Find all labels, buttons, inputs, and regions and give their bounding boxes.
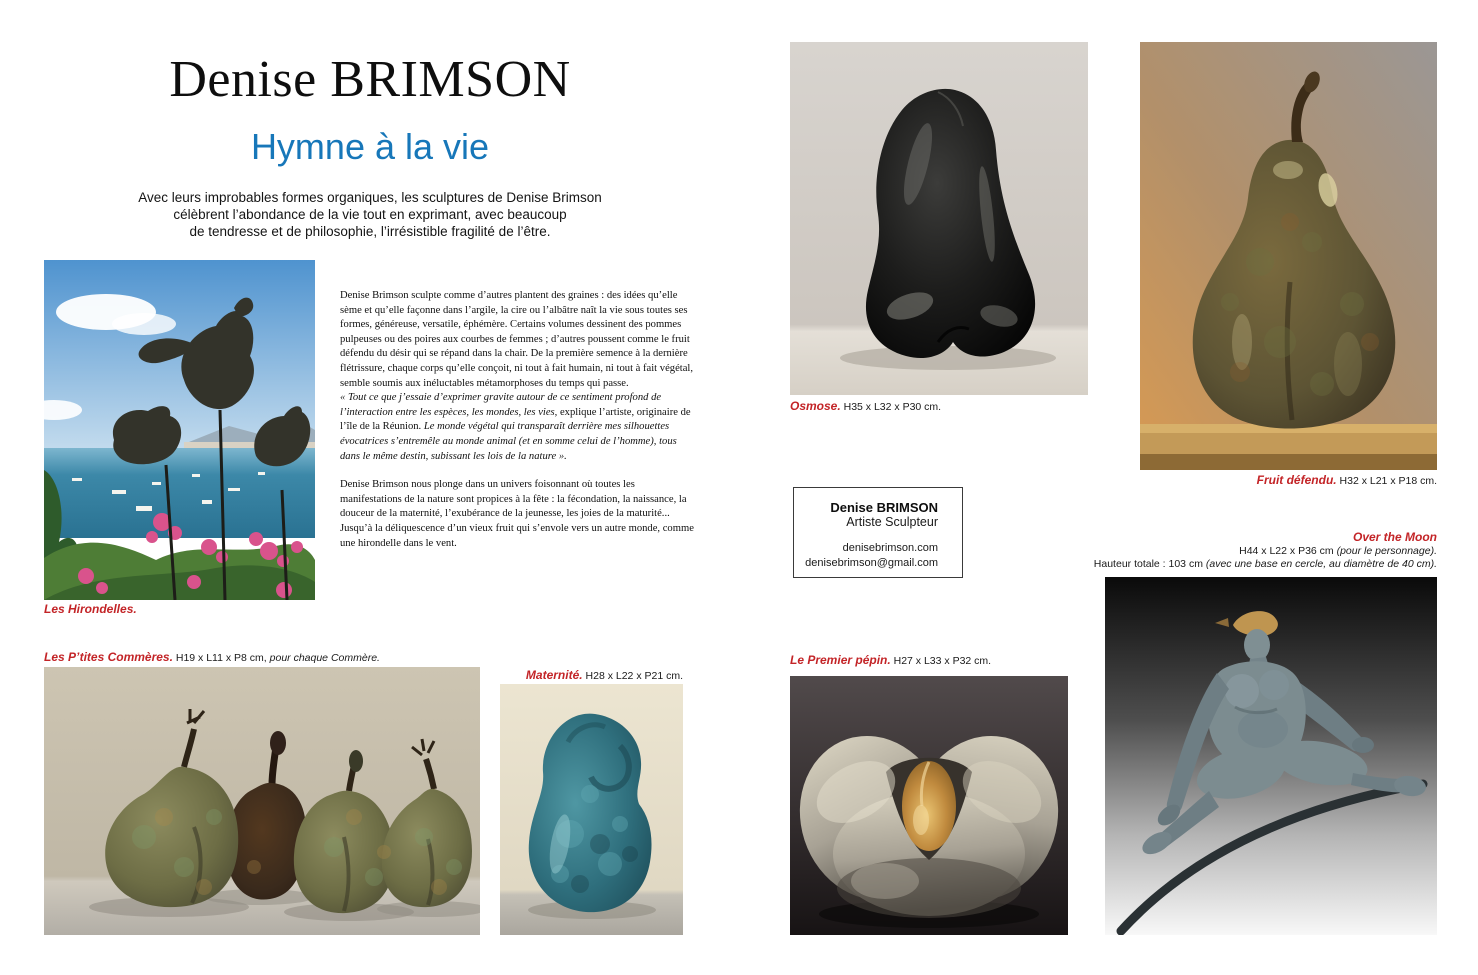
card-website: denisebrimson.com [842,542,938,554]
artwork-title: Les Hirondelles. [44,602,137,616]
caption-maternite [500,668,683,682]
caption-les-hirondelles [44,602,137,616]
card-email: denisebrimson@gmail.com [805,557,938,569]
caption-commeres [44,650,380,664]
artwork-title: Over the Moon [1352,530,1437,544]
artwork-dims: H44 x L22 x P36 cm [1239,544,1334,557]
artist-business-card [793,487,963,578]
article-paragraph-1: Denise Brimson sculpte comme d’autres plantent des graines : des idées qu’elle sème et qu’elle façonne dans l’argile, la cire ou l’albâtre naît la vie sous toutes ses formes, généreuse, versatile, éphémère. Certains volumes dessinent des pommes pulpeuses ou des poires aux courbes de femmes ; d’autres poussent comme le fruit défendu du désir qui se répand dans la chair. De la première semence à la dernière flétrissure, chaque corps qu’elle conçoit, ni tout à fait humain, ni tout à fait végétal, semble soumis aux inéluctables métamorphoses du temps qui passe. [340,290,694,389]
artwork-title: Fruit défendu. [1256,473,1337,487]
photo-fruit-defendu [1140,42,1437,470]
artwork-note: (pour le personnage). [1336,544,1437,557]
caption-osmose [790,399,941,413]
artwork-note: pour chaque Commère. [269,652,380,664]
photo-les-ptites-commeres [44,667,480,935]
article-quote: « Tout ce que j’essaie d’exprimer gravite autour de ce sentiment profond de l’interaction entre les espèces, les mondes, les vies, explique l’artiste, originaire de l’île de la Réunion. Le monde végétal qui transparaît derrière mes silhouettes évocatrices s’entremêle au monde animal (et en somme celui de l’homme), tous dans le même destin, subissant les lois de la nature ». [340,392,691,462]
article-body [340,289,696,551]
photo-le-premier-pepin [790,676,1068,935]
intro-line: célèbrent l’abondance de la vie tout en exprimant, avec beaucoup [173,206,567,222]
artwork-title: Le Premier pépin. [790,653,891,667]
page-title: Denise BRIMSON [169,51,571,108]
artwork-dims: H28 x L22 x P21 cm. [585,670,683,682]
artwork-note: (avec une base en cercle, au diamètre de 40 cm). [1205,558,1437,570]
caption-fruit-defendu [1137,473,1437,487]
page-subtitle: Hymne à la vie [250,126,490,167]
intro-line: Avec leurs improbables formes organiques, les sculptures de Denise Brimson [138,190,602,205]
photo-over-the-moon [1105,577,1437,935]
artwork-dims: H35 x L32 x P30 cm. [843,401,942,413]
artwork-dims: H19 x L11 x P8 cm, [175,652,267,664]
photo-osmose [790,42,1088,395]
artwork-title: Les P’tites Commères. [44,650,173,664]
intro-line: de tendresse et de philosophie, l’irrésistible fragilité de l’être. [189,223,551,239]
photo-maternite [500,684,683,935]
intro-text [40,190,700,240]
caption-over-the-moon [1090,531,1437,572]
artwork-title: Osmose. [790,399,841,413]
photo-les-hirondelles [44,260,315,600]
article-paragraph-2: Denise Brimson nous plonge dans un univers foisonnant où toutes les manifestations de la nature sont propices à la fête : la fécondation, la naissance, la douceur de la maternité, l’exubérance de la jeunesse, les joies de la maturité... Jusqu’à la déliquescence d’un vieux fruit qui s’envole vers un autre monde, comme une hirondelle dans le vent. [340,479,694,549]
artwork-dims: H32 x L21 x P18 cm. [1339,475,1437,487]
artwork-title: Maternité. [525,668,583,682]
artwork-dims: H27 x L33 x P32 cm. [893,655,992,667]
caption-premier-pepin [790,653,991,667]
card-artist-role: Artiste Sculpteur [846,515,938,529]
artwork-dims: Hauteur totale : 103 cm [1093,558,1203,570]
card-artist-name: Denise BRIMSON [830,500,938,515]
